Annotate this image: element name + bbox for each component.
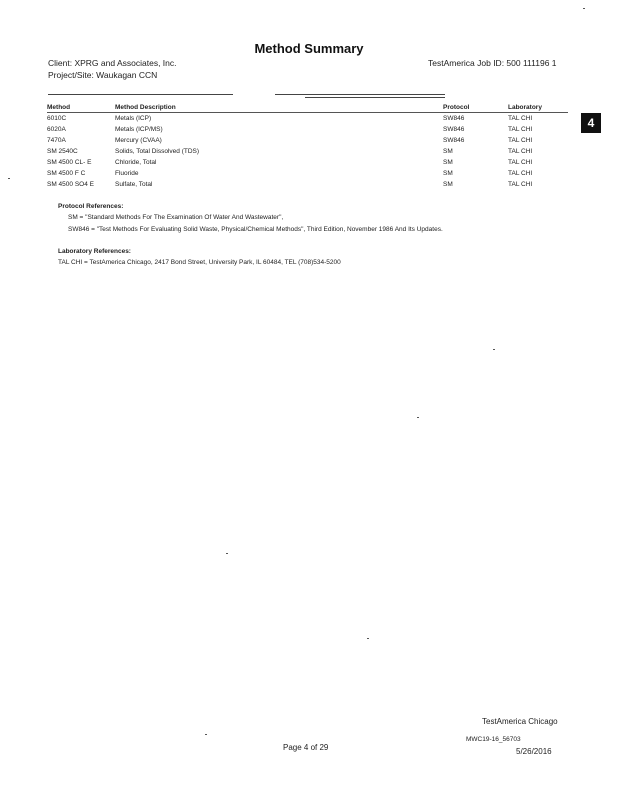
- scan-speck: [417, 417, 419, 418]
- method-code: 7470A: [47, 137, 66, 144]
- page-title: Method Summary: [254, 41, 364, 56]
- table-row: [47, 179, 568, 190]
- method-summary-table: [47, 102, 568, 190]
- table-row: [47, 124, 568, 135]
- protocol: SM: [443, 181, 453, 188]
- client-name: Client: XPRG and Associates, Inc.: [48, 58, 177, 68]
- column-header-laboratory: Laboratory: [508, 102, 568, 113]
- protocol: SW846: [443, 115, 465, 122]
- method-code: 6010C: [47, 115, 67, 122]
- laboratory: TAL CHI: [508, 148, 533, 155]
- protocol-references-heading: Protocol References:: [58, 203, 124, 210]
- method-description: Sulfate, Total: [115, 181, 153, 188]
- scan-speck: [205, 734, 207, 735]
- column-header-description: Method Description: [115, 102, 443, 113]
- header-divider: [48, 94, 233, 95]
- scan-speck: [226, 553, 228, 554]
- section-tab-badge: 4: [581, 113, 601, 133]
- table-row: [47, 157, 568, 168]
- footer-date: 5/26/2016: [516, 747, 552, 756]
- protocol: SM: [443, 170, 453, 177]
- project-site: Project/Site: Waukagan CCN: [48, 70, 158, 80]
- method-description: Fluoride: [115, 170, 139, 177]
- column-header-method: Method: [47, 102, 115, 113]
- method-code: SM 4500 F C: [47, 170, 86, 177]
- method-code: SM 4500 SO4 E: [47, 181, 94, 188]
- footer-document-code: MWC19-16_56703: [466, 736, 521, 743]
- laboratory: TAL CHI: [508, 181, 533, 188]
- laboratory-reference-line: TAL CHI = TestAmerica Chicago, 2417 Bond Street, University Park, IL 60484, TEL (708)534-5200: [58, 259, 341, 266]
- method-description: Metals (ICP): [115, 115, 152, 122]
- laboratory: TAL CHI: [508, 126, 533, 133]
- scan-speck: [8, 178, 10, 179]
- method-description: Mercury (CVAA): [115, 137, 162, 144]
- table-row: [47, 113, 568, 125]
- protocol: SW846: [443, 137, 465, 144]
- method-description: Metals (ICP/MS): [115, 126, 163, 133]
- laboratory-references-heading: Laboratory References:: [58, 248, 131, 255]
- protocol: SW846: [443, 126, 465, 133]
- method-description: Solids, Total Dissolved (TDS): [115, 148, 200, 155]
- column-header-protocol: Protocol: [443, 102, 508, 113]
- laboratory: TAL CHI: [508, 115, 533, 122]
- scan-speck: [583, 8, 585, 9]
- table-header-row: [47, 102, 568, 113]
- protocol: SM: [443, 148, 453, 155]
- protocol-reference-line: SW846 = "Test Methods For Evaluating Solid Waste, Physical/Chemical Methods", Third Edition, November 1986 And Its Updates.: [68, 226, 443, 233]
- laboratory: TAL CHI: [508, 137, 533, 144]
- laboratory: TAL CHI: [508, 170, 533, 177]
- method-description: Chloride, Total: [115, 159, 157, 166]
- protocol-reference-line: SM = "Standard Methods For The Examination Of Water And Wastewater",: [68, 214, 284, 221]
- header-divider: [275, 94, 445, 95]
- method-code: SM 2540C: [47, 148, 78, 155]
- footer-company: TestAmerica Chicago: [482, 717, 558, 726]
- table-row: [47, 146, 568, 157]
- scan-speck: [493, 349, 495, 350]
- method-code: 6020A: [47, 126, 66, 133]
- method-code: SM 4500 CL- E: [47, 159, 92, 166]
- laboratory: TAL CHI: [508, 159, 533, 166]
- page-number: Page 4 of 29: [283, 743, 329, 752]
- scan-speck: [367, 638, 369, 639]
- table-row: [47, 168, 568, 179]
- protocol: SM: [443, 159, 453, 166]
- table-row: [47, 135, 568, 146]
- header-divider: [305, 97, 445, 98]
- job-id: TestAmerica Job ID: 500 111196 1: [428, 58, 557, 68]
